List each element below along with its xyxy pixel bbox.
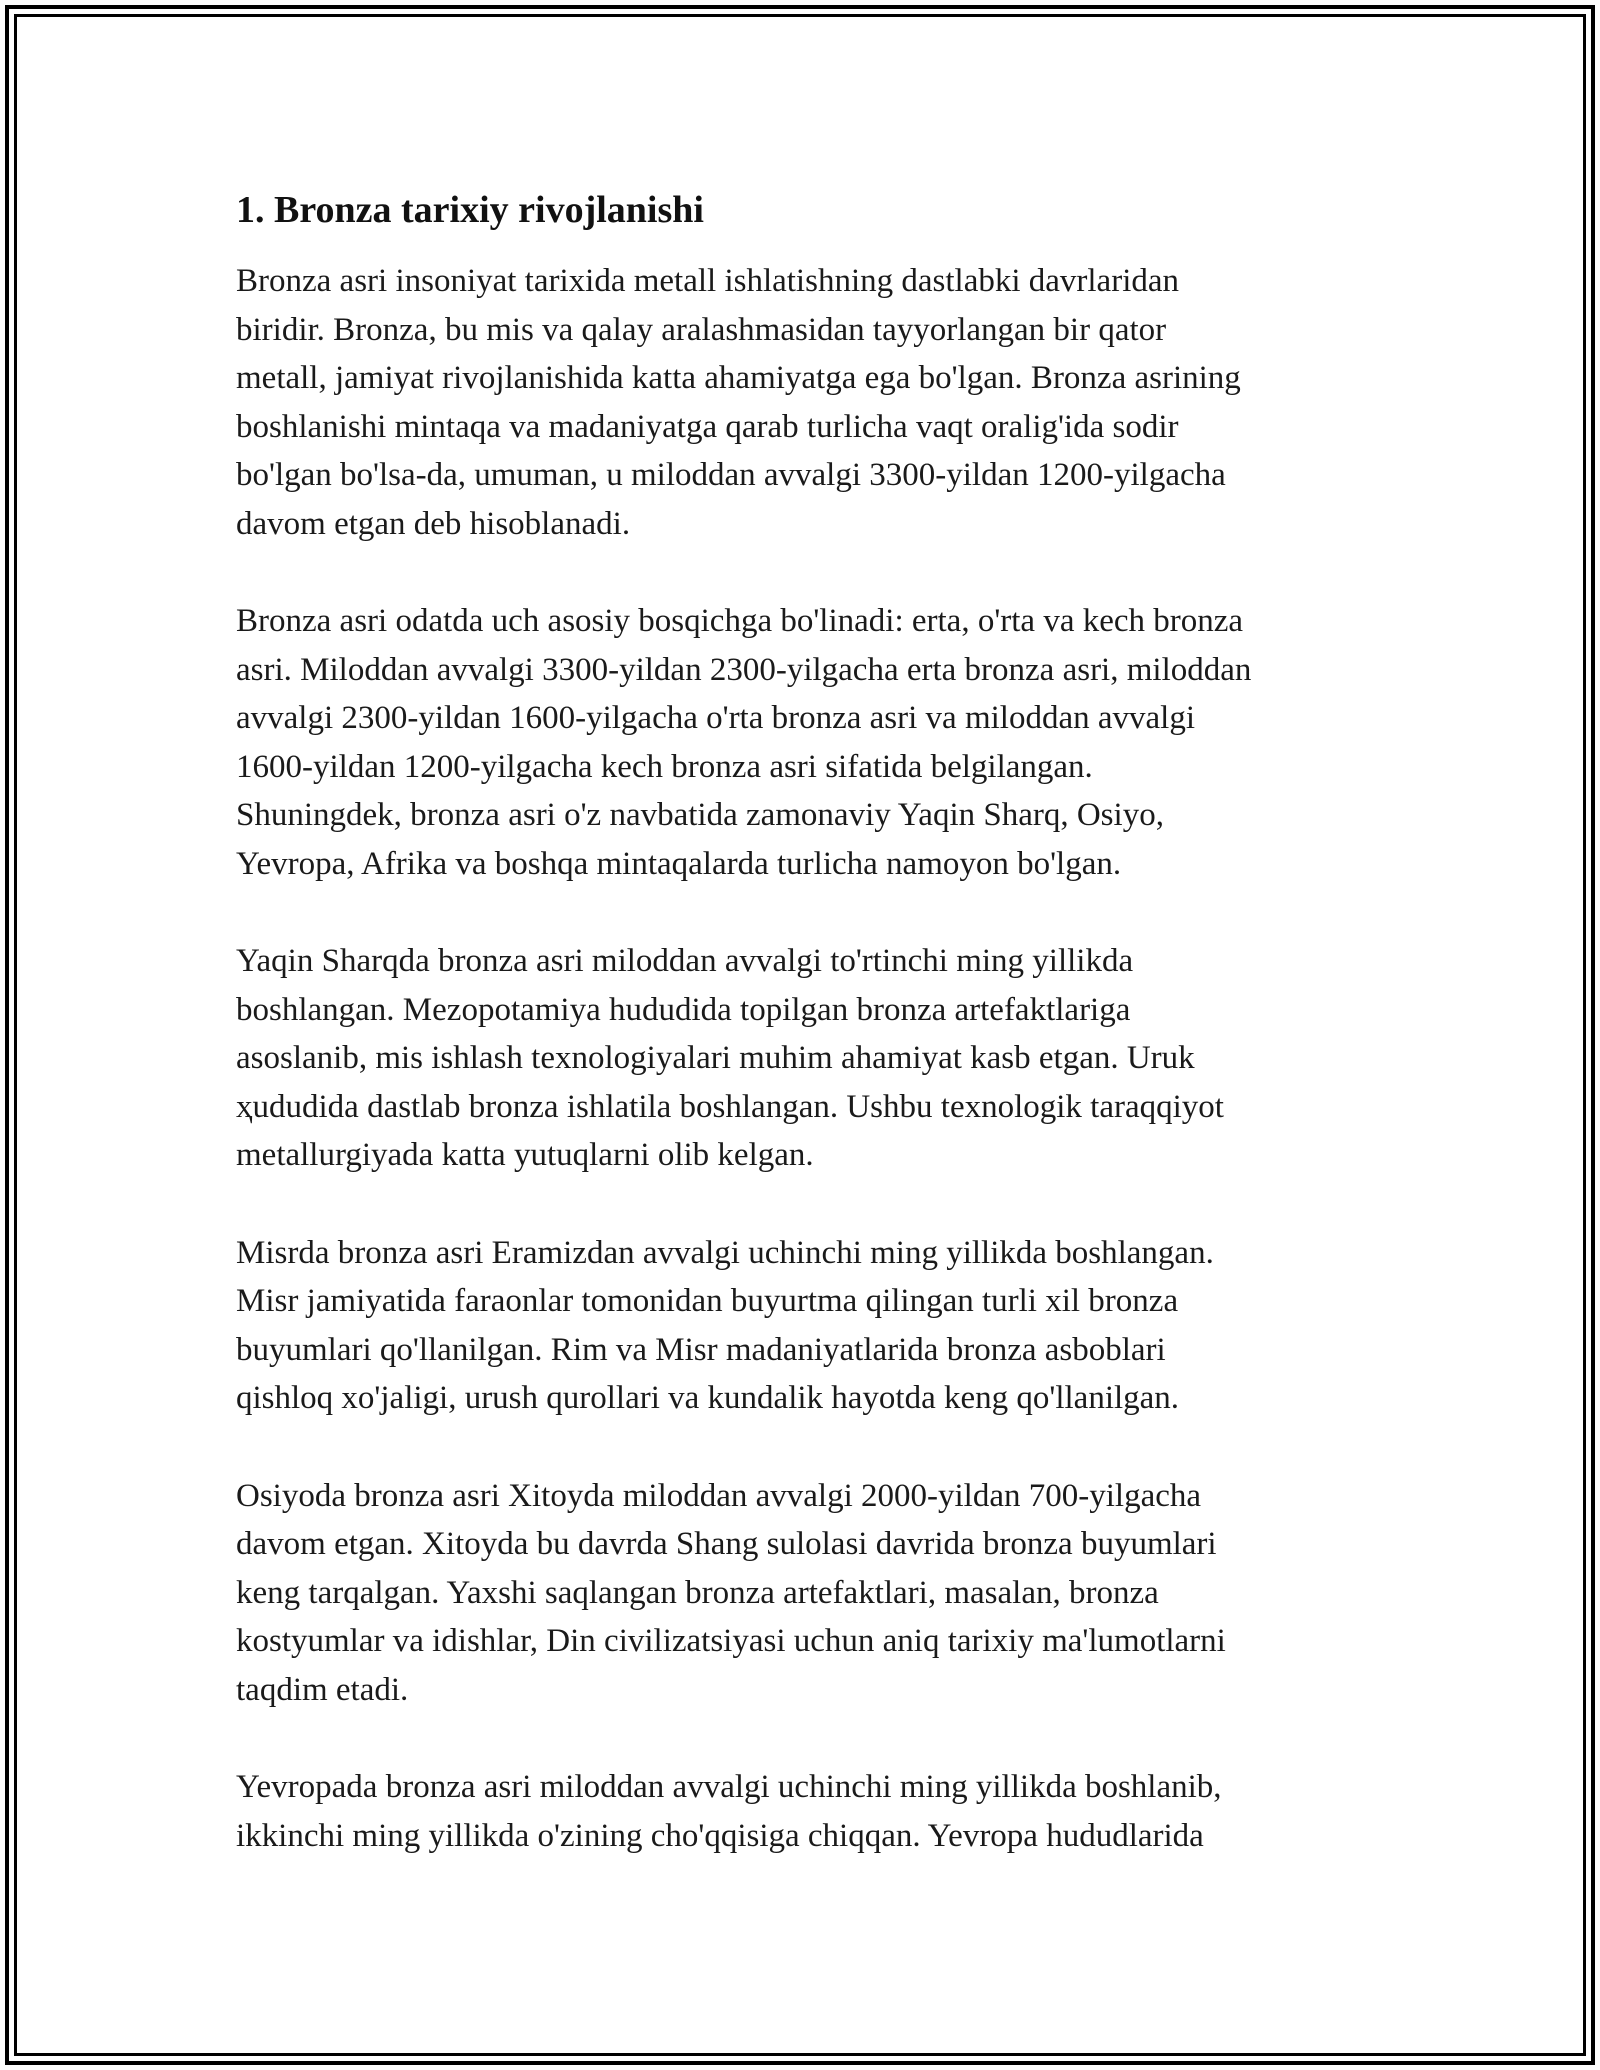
paragraph (236, 937, 1386, 1180)
text-line: Misrda bronza asri Eramizdan avvalgi uchinchi ming yillikda boshlangan. (236, 1234, 1214, 1271)
text-line: asoslanib, mis ishlash texnologiyalari muhim ahamiyat kasb etgan. Uruk (236, 1040, 1195, 1076)
text-line: qishloq xo'jaligi, urush qurollari va kundalik hayotda keng qo'llanilgan. (236, 1380, 1180, 1416)
paragraph-list (236, 257, 1386, 1860)
text-line: Shuningdek, bronza asri o'z navbatida zamonaviy Yaqin Sharq, Osiyo, (236, 797, 1164, 833)
paragraph (236, 1229, 1386, 1423)
text-line: metallurgiyada katta yutuqlarni olib kelgan. (236, 1137, 814, 1173)
text-line: keng tarqalgan. Yaxshi saqlangan bronza artefaktlari, masalan, bronza (236, 1574, 1159, 1611)
text-line: boshlanishi mintaqa va madaniyatga qarab turlicha vaqt oralig'ida sodir (236, 408, 1179, 445)
text-line: boshlangan. Mezopotamiya hududida topilgan bronza artefaktlariga (236, 991, 1131, 1028)
text-line: taqdim etadi. (236, 1671, 409, 1708)
text-line: Bronza asri odatda uch asosiy bosqichga bo'linadi: erta, o'rta va kech bronza (236, 603, 1244, 639)
text-line: ҳududida dastlab bronza ishlatila boshlangan. Ushbu texnologik taraqqiyot (236, 1088, 1224, 1125)
paragraph (236, 257, 1386, 548)
text-line: avvalgi 2300-yildan 1600-yilgacha o'rta bronza asri va miloddan avvalgi (236, 700, 1195, 736)
text-line: biridir. Bronza, bu mis va qalay aralashmasidan tayyorlangan bir qator (236, 311, 1167, 348)
text-line: ikkinchi ming yillikda o'zining cho'qqisiga chiqqan. Yevropa hududlarida (236, 1817, 1204, 1854)
text-line: buyumlari qo'llanilgan. Rim va Misr madaniyatlarida bronza asboblari (236, 1331, 1166, 1368)
text-line: Misr jamiyatida faraonlar tomonidan buyurtma qilingan turli xil bronza (236, 1283, 1179, 1319)
text-line: Bronza asri insoniyat tarixida metall ishlatishning dastlabki davrlaridan (236, 263, 1180, 299)
text-line: 1600-yildan 1200-yilgacha kech bronza asri sifatida belgilangan. (236, 748, 1093, 785)
text-line: davom etgan deb hisoblanadi. (236, 505, 631, 542)
text-line: asri. Miloddan avvalgi 3300-yildan 2300-yilgacha erta bronza asri, miloddan (236, 651, 1252, 688)
text-line: bo'lgan bo'lsa-da, umuman, u miloddan avvalgi 3300-yildan 1200-yilgacha (236, 457, 1226, 493)
section-heading: 1. Bronza tarixiy rivojlanishi (236, 189, 704, 231)
text-line: davom etgan. Xitoyda bu davrda Shang sulolasi davrida bronza buyumlari (236, 1526, 1217, 1562)
paragraph (236, 597, 1386, 888)
paragraph (236, 1472, 1386, 1715)
text-line: Yevropada bronza asri miloddan avvalgi uchinchi ming yillikda boshlanib, (236, 1769, 1222, 1805)
text-line: kostyumlar va idishlar, Din civilizatsiyasi uchun aniq tarixiy ma'lumotlarni (236, 1623, 1226, 1659)
text-line: metall, jamiyat rivojlanishida katta ahamiyatga ega bo'lgan. Bronza asrining (236, 360, 1241, 396)
text-line: Osiyoda bronza asri Xitoyda miloddan avvalgi 2000-yildan 700-yilgacha (236, 1477, 1202, 1514)
paragraph (236, 1763, 1386, 1860)
document-body (236, 185, 1386, 1860)
text-line: Yevropa, Afrika va boshqa mintaqalarda turlicha namoyon bo'lgan. (236, 845, 1122, 882)
text-line: Yaqin Sharqda bronza asri miloddan avvalgi to'rtinchi ming yillikda (236, 943, 1134, 979)
